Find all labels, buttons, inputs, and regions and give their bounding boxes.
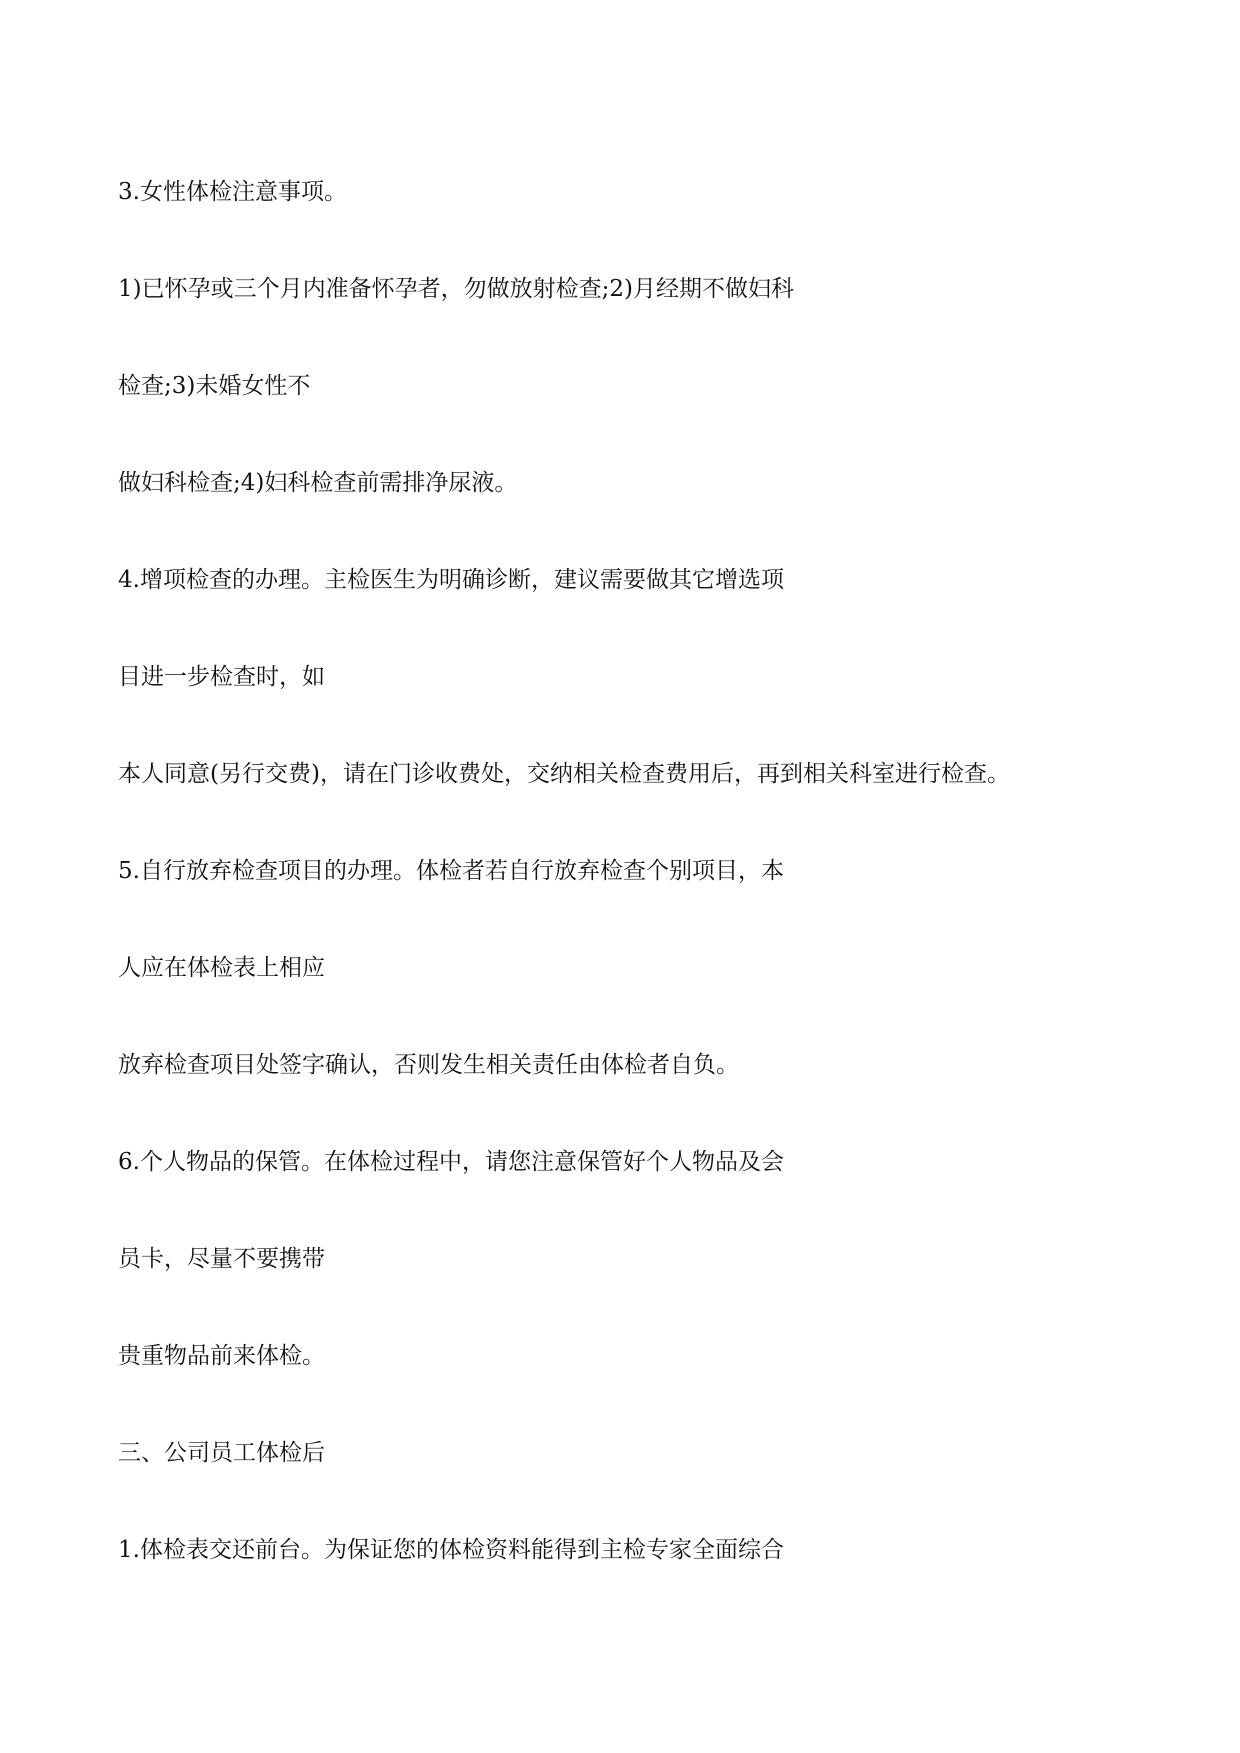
text-line: 人应在体检表上相应 xyxy=(118,955,325,981)
text-line: 员卡，尽量不要携带 xyxy=(118,1246,325,1272)
text-line: 目进一步检查时，如 xyxy=(118,664,325,690)
text-line: 放弃检查项目处签字确认，否则发生相关责任由体检者自负。 xyxy=(118,1052,739,1078)
text-line: 1.体检表交还前台。为保证您的体检资料能得到主检专家全面综合 xyxy=(118,1537,784,1563)
text-line: 4.增项检查的办理。主检医生为明确诊断，建议需要做其它增选项 xyxy=(118,567,784,593)
text-line: 本人同意(另行交费)，请在门诊收费处，交纳相关检查费用后，再到相关科室进行检查。 xyxy=(118,761,1010,787)
text-line: 6.个人物品的保管。在体检过程中，请您注意保管好个人物品及会 xyxy=(118,1149,784,1175)
text-line: 3.女性体检注意事项。 xyxy=(118,179,347,205)
text-line: 1)已怀孕或三个月内准备怀孕者，勿做放射检查;2)月经期不做妇科 xyxy=(118,276,794,302)
text-line: 5.自行放弃检查项目的办理。体检者若自行放弃检查个别项目，本 xyxy=(118,858,784,884)
text-line: 贵重物品前来体检。 xyxy=(118,1343,325,1369)
section-heading: 三、公司员工体检后 xyxy=(118,1440,325,1466)
text-line: 检查;3)未婚女性不 xyxy=(118,373,311,399)
text-line: 做妇科检查;4)妇科检查前需排净尿液。 xyxy=(118,470,518,496)
